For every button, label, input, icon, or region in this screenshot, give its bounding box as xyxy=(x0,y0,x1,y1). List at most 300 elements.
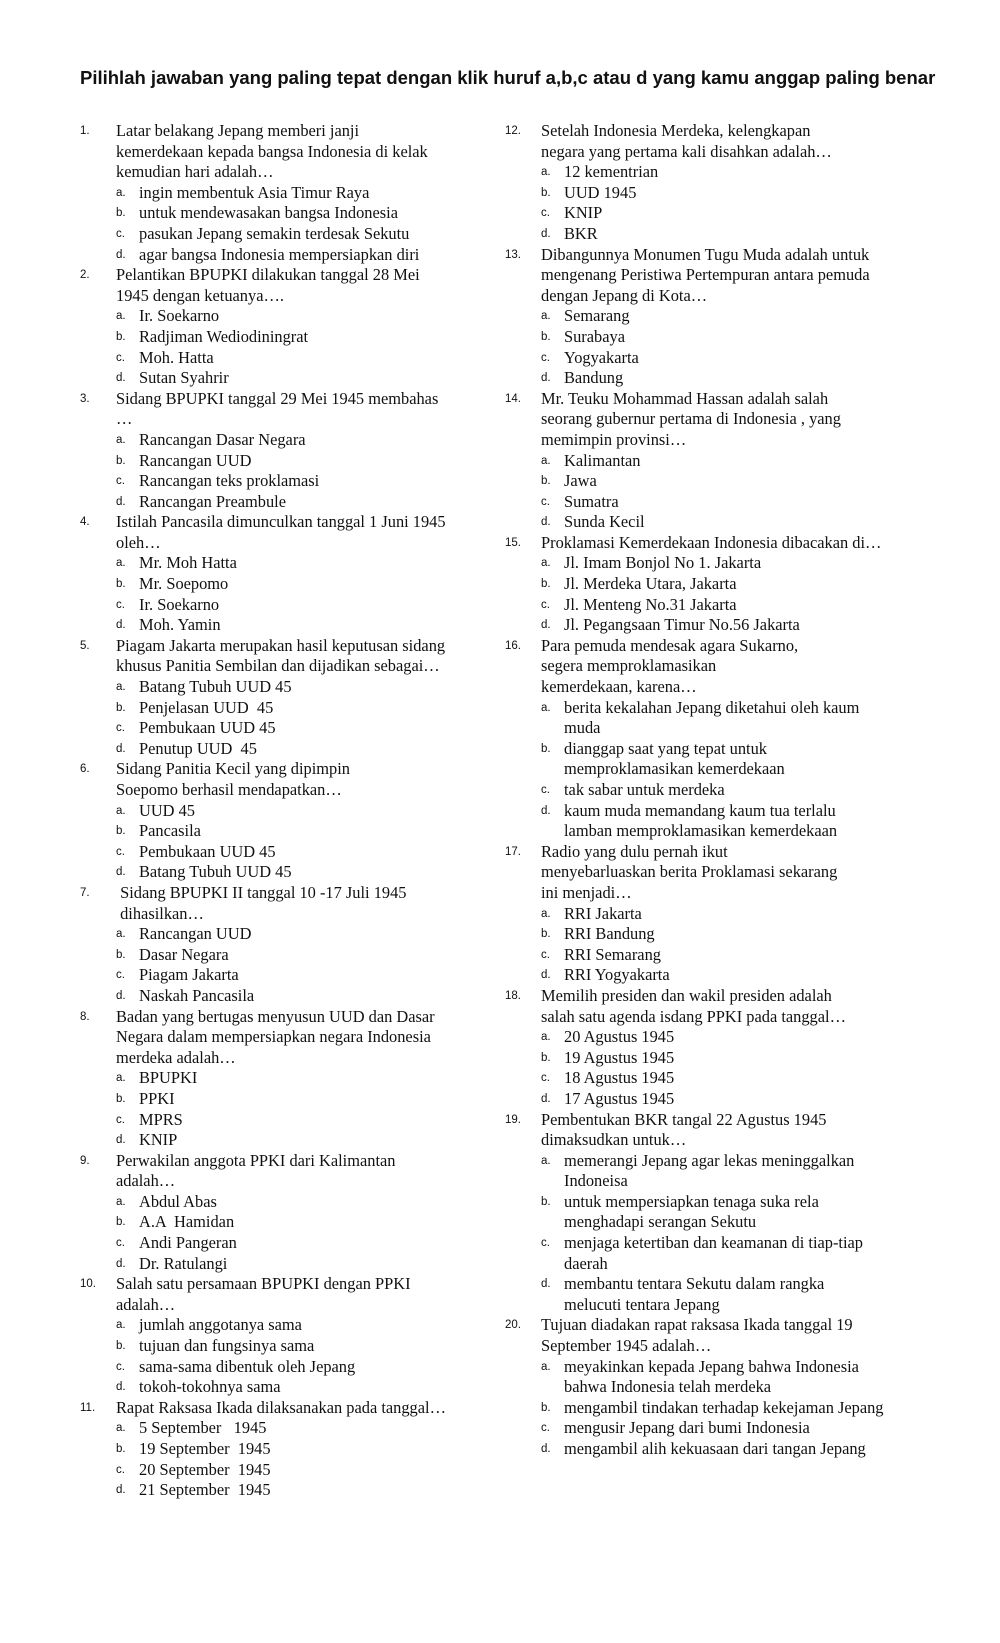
question-number: 13. xyxy=(505,248,521,261)
question-text: Piagam Jakarta merupakan hasil keputusan sidang khusus Panitia Sembilan dan dijadikan sebagai… xyxy=(116,635,446,676)
answer-option-text[interactable]: Pembukaan UUD 45 xyxy=(139,841,276,861)
question-text: Sidang BPUPKI tanggal 29 Mei 1945 membahas … xyxy=(116,388,439,429)
answer-option-text[interactable]: 12 kementrian xyxy=(564,162,659,182)
answer-option-text[interactable]: BKR xyxy=(564,223,598,243)
answer-option[interactable] xyxy=(116,965,490,986)
answer-option-text[interactable]: A.A Hamidan xyxy=(139,1212,235,1232)
answer-option[interactable] xyxy=(116,1068,490,1089)
answer-option-letter[interactable]: c. xyxy=(541,1237,550,1250)
answer-option-letter[interactable]: a. xyxy=(541,166,551,179)
question-text: Pembentukan BKR tangal 22 Agustus 1945 dimaksudkan untuk… xyxy=(541,1109,827,1150)
answer-option[interactable] xyxy=(116,862,490,883)
answer-option-text[interactable]: Pancasila xyxy=(139,821,201,841)
answer-option-letter[interactable]: d. xyxy=(116,495,126,508)
answer-option-text[interactable]: RRI Bandung xyxy=(564,924,655,944)
answer-option-letter[interactable]: a. xyxy=(116,681,126,694)
answer-option-text[interactable]: Sumatra xyxy=(564,491,619,511)
answer-option-text[interactable]: tak sabar untuk merdeka xyxy=(564,780,725,799)
answer-option-text[interactable]: Rancangan Dasar Negara xyxy=(139,429,306,449)
question-text: Badan yang bertugas menyusun UUD dan Dasar Negara dalam mempersiapkan negara Indonesia merdeka adalah… xyxy=(116,1006,435,1067)
answer-option-text[interactable]: Jl. Merdeka Utara, Jakarta xyxy=(564,574,737,594)
answer-option-letter[interactable]: a. xyxy=(116,804,126,817)
answer-option-text[interactable]: menjaga ketertiban dan keamanan di tiap-tiap daerah xyxy=(564,1233,864,1273)
answer-option[interactable] xyxy=(541,553,925,574)
answer-option[interactable] xyxy=(541,492,925,513)
answer-option[interactable] xyxy=(541,1192,925,1233)
answer-option-text[interactable]: mengambil tindakan terhadap kekejaman Jepang xyxy=(564,1397,884,1417)
question-text: Memilih presiden dan wakil presiden adalah salah satu agenda isdang PPKI pada tanggal… xyxy=(541,985,846,1026)
answer-option[interactable] xyxy=(116,553,490,574)
answer-option-text[interactable]: pasukan Jepang semakin terdesak Sekutu xyxy=(139,223,410,243)
answer-option[interactable] xyxy=(116,203,490,224)
answer-option-text[interactable]: tujuan dan fungsinya sama xyxy=(139,1336,315,1356)
question-item xyxy=(80,1398,490,1501)
answer-option-letter[interactable]: b. xyxy=(541,1401,551,1414)
question-text: Istilah Pancasila dimunculkan tanggal 1 Juni 1945 oleh… xyxy=(116,512,446,552)
question-number: 19. xyxy=(505,1113,521,1126)
question-text: Mr. Teuku Mohammad Hassan adalah salah seorang gubernur pertama di Indonesia , yang memimpin provinsi… xyxy=(541,388,841,449)
answer-option-letter[interactable]: b. xyxy=(116,578,126,591)
question-number: 15. xyxy=(505,536,521,549)
answer-option-text[interactable]: 18 Agustus 1945 xyxy=(564,1068,675,1088)
answer-option-letter[interactable]: c. xyxy=(116,598,125,611)
answer-option[interactable] xyxy=(541,203,925,224)
answer-option-letter[interactable]: a. xyxy=(541,907,551,920)
question-text: Latar belakang Jepang memberi janji kemerdekaan kepada bangsa Indonesia di kelak kemudian hari adalah… xyxy=(116,121,428,182)
question-number: 17. xyxy=(505,845,521,858)
question-text: Dibangunnya Monumen Tugu Muda adalah untuk mengenang Peristiwa Pertempuran antara pemuda dengan Jepang di Kota… xyxy=(541,244,870,305)
question-item xyxy=(505,986,925,1110)
answer-option[interactable] xyxy=(116,348,490,369)
answer-option[interactable] xyxy=(541,595,925,616)
answer-option[interactable] xyxy=(116,430,490,451)
answer-option-letter[interactable]: a. xyxy=(541,310,551,323)
answer-option-text[interactable]: Sunda Kecil xyxy=(564,512,645,532)
answer-option-letter[interactable]: c. xyxy=(541,351,550,364)
answer-option-text[interactable]: memerangi Jepang agar lekas meninggalkan Indoneisa xyxy=(564,1150,855,1191)
answer-option-letter[interactable]: b. xyxy=(116,825,126,838)
answer-option[interactable] xyxy=(116,245,490,266)
answer-option-letter[interactable]: a. xyxy=(116,310,126,323)
answer-option-text[interactable]: Radjiman Wediodiningrat xyxy=(139,326,309,346)
answer-option-text[interactable]: MPRS xyxy=(139,1109,183,1129)
answer-option-letter[interactable]: d. xyxy=(541,1092,551,1105)
answer-option-text[interactable]: Rancangan UUD xyxy=(139,924,252,944)
answer-option[interactable] xyxy=(116,821,490,842)
question-number: 6. xyxy=(80,763,90,776)
answer-option-letter[interactable]: b. xyxy=(541,475,551,488)
answer-option-text[interactable]: UUD 1945 xyxy=(564,182,637,202)
answer-option-text[interactable]: kaum muda memandang kaum tua terlalu lamban memproklamasikan kemerdekaan xyxy=(564,800,838,841)
answer-option[interactable] xyxy=(116,842,490,863)
answer-option[interactable] xyxy=(541,965,925,986)
answer-option-text[interactable]: Jl. Menteng No.31 Jakarta xyxy=(564,594,737,614)
answer-option-letter[interactable]: a. xyxy=(541,1031,551,1044)
answer-option-letter[interactable]: c. xyxy=(116,475,125,488)
answer-option-letter[interactable]: d. xyxy=(541,1278,551,1291)
answer-option-text[interactable]: untuk mendewasakan bangsa Indonesia xyxy=(139,203,398,223)
question-item xyxy=(80,1274,490,1398)
answer-option[interactable] xyxy=(541,924,925,945)
question-number: 18. xyxy=(505,989,521,1002)
question-number: 3. xyxy=(80,392,90,405)
answer-option-letter[interactable]: b. xyxy=(541,1051,551,1064)
question-number: 2. xyxy=(80,269,90,282)
answer-option[interactable] xyxy=(541,183,925,204)
question-column-right xyxy=(505,121,925,1460)
answer-option-text[interactable]: Penjelasan UUD 45 xyxy=(139,697,274,717)
answer-option-letter[interactable]: b. xyxy=(116,454,126,467)
question-text: Tujuan diadakan rapat raksasa Ikada tanggal 19 September 1945 adalah… xyxy=(541,1315,853,1356)
answer-option[interactable] xyxy=(116,1089,490,1110)
answer-option[interactable] xyxy=(116,1212,490,1233)
answer-option-letter[interactable]: b. xyxy=(116,1443,126,1455)
question-item xyxy=(80,389,490,513)
answer-option-text[interactable]: UUD 45 xyxy=(139,800,195,820)
question-text: Sidang BPUPKI II tanggal 10 -17 Juli 1945 dihasilkan… xyxy=(120,882,407,923)
answer-option[interactable] xyxy=(541,162,925,183)
answer-option-text[interactable]: Andi Pangeran xyxy=(139,1233,237,1253)
answer-option[interactable] xyxy=(541,1027,925,1048)
answer-option-letter[interactable]: b. xyxy=(116,330,126,343)
question-item xyxy=(505,245,925,389)
question-number: 7. xyxy=(80,886,90,899)
answer-option-text[interactable]: 20 Agustus 1945 xyxy=(564,1027,675,1047)
answer-option[interactable] xyxy=(116,451,490,472)
answer-option-text[interactable]: Jl. Pegangsaan Timur No.56 Jakarta xyxy=(564,615,800,635)
answer-option-letter[interactable]: a. xyxy=(116,433,126,446)
answer-option-text[interactable]: dianggap saat yang tepat untuk memproklamasikan kemerdekaan xyxy=(564,738,785,779)
answer-option[interactable] xyxy=(541,471,925,492)
answer-option-text[interactable]: Penutup UUD 45 xyxy=(139,738,257,758)
question-number: 9. xyxy=(80,1154,90,1167)
answer-option-letter[interactable]: c. xyxy=(116,351,125,364)
answer-option-text[interactable]: Batang Tubuh UUD 45 xyxy=(139,862,292,882)
answer-option-letter[interactable]: d. xyxy=(116,989,126,1002)
answer-option-text[interactable]: Rancangan UUD xyxy=(139,450,252,470)
answer-option-letter[interactable]: a. xyxy=(541,1360,551,1373)
answer-option-letter[interactable]: b. xyxy=(541,1195,551,1208)
answer-option-letter[interactable]: b. xyxy=(541,928,551,941)
answer-option[interactable] xyxy=(541,801,925,842)
answer-option[interactable] xyxy=(116,1192,490,1213)
answer-option[interactable] xyxy=(116,1418,490,1439)
answer-option[interactable] xyxy=(541,945,925,966)
answer-option-text[interactable]: mengambil alih kekuasaan dari tangan Jepang xyxy=(564,1439,866,1458)
answer-option[interactable] xyxy=(116,574,490,595)
answer-option-letter[interactable]: d. xyxy=(116,1134,126,1147)
answer-option[interactable] xyxy=(116,698,490,719)
answer-option[interactable] xyxy=(116,718,490,739)
question-number: 20. xyxy=(505,1319,521,1332)
answer-option-letter[interactable]: b. xyxy=(116,207,126,220)
answer-option[interactable] xyxy=(541,348,925,369)
question-item xyxy=(505,1315,925,1459)
question-text: Setelah Indonesia Merdeka, kelengkapan negara yang pertama kali disahkan adalah… xyxy=(541,121,832,161)
question-item xyxy=(505,389,925,533)
answer-option-letter[interactable]: d. xyxy=(116,742,126,755)
answer-option[interactable] xyxy=(541,327,925,348)
answer-option-text[interactable]: Pembukaan UUD 45 xyxy=(139,718,276,738)
answer-option-text[interactable]: RRI Semarang xyxy=(564,944,661,964)
answer-option-text[interactable]: membantu tentara Sekutu dalam rangka melucuti tentara Jepang xyxy=(564,1274,825,1314)
answer-option[interactable] xyxy=(541,1151,925,1192)
answer-option[interactable] xyxy=(116,1233,490,1254)
answer-option-letter[interactable]: c. xyxy=(116,969,125,982)
answer-option-text[interactable]: 20 September 1945 xyxy=(139,1459,271,1479)
answer-option-letter[interactable]: a. xyxy=(116,1072,126,1085)
page-title: Pilihlah jawaban yang paling tepat dengan klik huruf a,b,c atau d yang kamu anggap paling benar xyxy=(80,67,936,88)
answer-option-text[interactable]: Abdul Abas xyxy=(139,1191,217,1211)
answer-option-letter[interactable]: d. xyxy=(541,619,551,632)
answer-option-text[interactable]: Moh. Yamin xyxy=(139,615,221,635)
answer-option-letter[interactable]: c. xyxy=(116,1113,125,1126)
answer-option-letter[interactable]: a. xyxy=(116,1319,126,1332)
answer-option[interactable] xyxy=(541,1357,925,1398)
answer-option[interactable] xyxy=(116,1315,490,1336)
answer-option-letter[interactable]: d. xyxy=(541,969,551,982)
question-text: Para pemuda mendesak agara Sukarno, segera memproklamasikan kemerdekaan, karena… xyxy=(541,635,799,697)
answer-option-letter[interactable]: c. xyxy=(541,207,550,220)
question-item xyxy=(80,759,490,883)
answer-option-letter[interactable]: c. xyxy=(116,845,125,858)
answer-option-letter[interactable]: a. xyxy=(541,1154,551,1167)
answer-option[interactable] xyxy=(541,739,925,780)
answer-option-text[interactable]: Rancangan Preambule xyxy=(139,491,287,511)
answer-option-text[interactable]: Batang Tubuh UUD 45 xyxy=(139,677,292,697)
answer-option[interactable] xyxy=(116,224,490,245)
answer-option-letter[interactable]: a. xyxy=(116,1195,126,1208)
answer-option-letter[interactable]: b. xyxy=(116,948,126,961)
answer-option[interactable] xyxy=(541,224,925,245)
answer-option-text[interactable]: 19 September 1945 xyxy=(139,1439,271,1458)
answer-option[interactable] xyxy=(541,512,925,533)
question-item xyxy=(505,533,925,636)
answer-option[interactable] xyxy=(541,451,925,472)
answer-option[interactable] xyxy=(541,1048,925,1069)
answer-option-letter[interactable]: d. xyxy=(541,1443,551,1455)
answer-option-letter[interactable]: d. xyxy=(116,866,126,879)
question-number: 5. xyxy=(80,639,90,652)
answer-option-text[interactable]: ingin membentuk Asia Timur Raya xyxy=(139,182,370,202)
question-item xyxy=(80,121,490,265)
answer-option[interactable] xyxy=(541,1089,925,1110)
question-text: Salah satu persamaan BPUPKI dengan PPKI adalah… xyxy=(116,1274,411,1314)
answer-option[interactable] xyxy=(116,1377,490,1398)
answer-option[interactable] xyxy=(541,1068,925,1089)
answer-option-letter[interactable]: a. xyxy=(541,701,551,714)
answer-option[interactable] xyxy=(541,1439,925,1460)
answer-option-text[interactable]: jumlah anggotanya sama xyxy=(139,1315,302,1335)
answer-option-text[interactable]: Rancangan teks proklamasi xyxy=(139,471,320,491)
answer-option-letter[interactable]: d. xyxy=(116,1484,126,1497)
answer-option[interactable] xyxy=(116,471,490,492)
answer-option[interactable] xyxy=(116,1110,490,1131)
answer-option[interactable] xyxy=(116,1336,490,1357)
answer-option-letter[interactable]: d. xyxy=(541,516,551,529)
question-number: 4. xyxy=(80,516,90,529)
answer-option[interactable] xyxy=(541,1274,925,1315)
answer-option-letter[interactable]: a. xyxy=(116,186,126,199)
answer-option-letter[interactable]: b. xyxy=(541,742,551,755)
answer-option[interactable] xyxy=(541,368,925,389)
answer-option-text[interactable]: RRI Yogyakarta xyxy=(564,965,670,985)
answer-option-text[interactable]: tokoh-tokohnya sama xyxy=(139,1377,281,1397)
answer-option-text[interactable]: meyakinkan kepada Jepang bahwa Indonesia bahwa Indonesia telah merdeka xyxy=(564,1356,859,1397)
answer-option-text[interactable]: KNIP xyxy=(564,203,603,223)
answer-option-letter[interactable]: c. xyxy=(116,722,125,735)
question-text: Rapat Raksasa Ikada dilaksanakan pada tanggal… xyxy=(116,1397,446,1417)
answer-option-letter[interactable]: d. xyxy=(116,619,126,632)
answer-option-text[interactable]: Mr. Moh Hatta xyxy=(139,553,237,573)
answer-option-text[interactable]: Mr. Soepomo xyxy=(139,574,229,594)
answer-option-text[interactable]: Moh. Hatta xyxy=(139,347,214,367)
answer-option[interactable] xyxy=(116,1439,490,1460)
answer-option-text[interactable]: Ir. Soekarno xyxy=(139,594,220,614)
answer-option-text[interactable]: Naskah Pancasila xyxy=(139,985,255,1005)
question-number: 11. xyxy=(80,1401,96,1414)
answer-option-text[interactable]: Dasar Negara xyxy=(139,944,229,964)
answer-option-text[interactable]: Piagam Jakarta xyxy=(139,965,239,985)
answer-option[interactable] xyxy=(116,924,490,945)
answer-option-text[interactable]: Ir. Soekarno xyxy=(139,306,220,326)
answer-option[interactable] xyxy=(541,1398,925,1419)
question-number: 1. xyxy=(80,125,90,137)
question-item xyxy=(80,1151,490,1275)
answer-option-text[interactable]: RRI Jakarta xyxy=(564,903,642,923)
answer-option-text[interactable]: sama-sama dibentuk oleh Jepang xyxy=(139,1356,356,1376)
question-item xyxy=(80,1007,490,1151)
answer-option[interactable] xyxy=(541,306,925,327)
answer-option-letter[interactable]: b. xyxy=(541,186,551,199)
answer-option-text[interactable]: berita kekalahan Jepang diketahui oleh kaum muda xyxy=(564,697,860,738)
answer-option[interactable] xyxy=(116,183,490,204)
answer-option-letter[interactable]: d. xyxy=(116,1257,126,1270)
answer-option-letter[interactable]: d. xyxy=(116,1381,126,1394)
answer-option[interactable] xyxy=(116,1480,490,1501)
answer-option-letter[interactable]: c. xyxy=(541,495,550,508)
answer-option[interactable] xyxy=(541,615,925,636)
question-item xyxy=(505,636,925,842)
answer-option-letter[interactable]: b. xyxy=(116,1340,126,1353)
answer-option-letter[interactable]: d. xyxy=(541,372,551,385)
answer-option-letter[interactable]: d. xyxy=(116,372,126,385)
answer-option[interactable] xyxy=(541,1233,925,1274)
question-column-left xyxy=(80,121,490,1501)
answer-option-text[interactable]: Yogyakarta xyxy=(564,347,639,367)
question-number: 14. xyxy=(505,392,521,405)
answer-option[interactable] xyxy=(116,1357,490,1378)
answer-option[interactable] xyxy=(116,327,490,348)
answer-option[interactable] xyxy=(116,368,490,389)
answer-option-letter[interactable]: b. xyxy=(541,578,551,591)
answer-option[interactable] xyxy=(541,698,925,739)
answer-option-text[interactable]: 19 Agustus 1945 xyxy=(564,1047,675,1067)
answer-option-letter[interactable]: d. xyxy=(541,804,551,817)
answer-option-letter[interactable]: c. xyxy=(116,227,125,240)
answer-option[interactable] xyxy=(116,615,490,636)
answer-option-text[interactable]: Jl. Imam Bonjol No 1. Jakarta xyxy=(564,553,762,573)
answer-option[interactable] xyxy=(116,801,490,822)
answer-option[interactable] xyxy=(541,1418,925,1439)
answer-option[interactable] xyxy=(116,1130,490,1151)
answer-option[interactable] xyxy=(541,904,925,925)
answer-option[interactable] xyxy=(116,1254,490,1275)
answer-option-letter[interactable]: b. xyxy=(541,330,551,343)
answer-option-text[interactable]: agar bangsa Indonesia mempersiapkan diri xyxy=(139,244,420,264)
answer-option-letter[interactable]: a. xyxy=(116,1422,126,1435)
answer-option-letter[interactable]: c. xyxy=(541,784,550,796)
answer-option[interactable] xyxy=(116,1460,490,1481)
answer-option[interactable] xyxy=(116,306,490,327)
answer-option[interactable] xyxy=(116,986,490,1007)
answer-option-letter[interactable]: a. xyxy=(541,454,551,467)
question-number: 8. xyxy=(80,1010,90,1023)
answer-option-letter[interactable]: c. xyxy=(116,1360,125,1373)
answer-option[interactable] xyxy=(541,574,925,595)
answer-option-letter[interactable]: d. xyxy=(116,248,126,261)
answer-option[interactable] xyxy=(116,595,490,616)
question-number: 10. xyxy=(80,1278,96,1291)
question-item xyxy=(80,512,490,636)
answer-option-text[interactable]: Bandung xyxy=(564,368,624,388)
answer-option-letter[interactable]: c. xyxy=(116,1237,125,1250)
answer-option-letter[interactable]: c. xyxy=(541,1422,550,1435)
answer-option-text[interactable]: 5 September 1945 xyxy=(139,1418,267,1438)
answer-option-text[interactable]: 17 Agustus 1945 xyxy=(564,1088,675,1108)
answer-option-text[interactable]: Kalimantan xyxy=(564,450,641,470)
answer-option[interactable] xyxy=(116,492,490,513)
question-item xyxy=(505,121,925,245)
question-number: 16. xyxy=(505,639,521,652)
answer-option-letter[interactable]: b. xyxy=(116,1216,126,1229)
answer-option-letter[interactable]: a. xyxy=(541,557,551,570)
answer-option-text[interactable]: untuk mempersiapkan tenaga suka rela menghadapi serangan Sekutu xyxy=(564,1191,819,1232)
question-text: Proklamasi Kemerdekaan Indonesia dibacakan di… xyxy=(541,532,882,552)
answer-option-text[interactable]: PPKI xyxy=(139,1088,175,1108)
answer-option-letter[interactable]: b. xyxy=(116,1092,126,1105)
answer-option-text[interactable]: 21 September 1945 xyxy=(139,1480,271,1500)
answer-option-letter[interactable]: d. xyxy=(541,227,551,240)
question-item xyxy=(80,265,490,389)
answer-option-letter[interactable]: c. xyxy=(541,1072,550,1085)
answer-option-text[interactable]: mengusir Jepang dari bumi Indonesia xyxy=(564,1418,810,1438)
answer-option-text[interactable]: Jawa xyxy=(564,471,597,491)
question-text: Radio yang dulu pernah ikut menyebarluaskan berita Proklamasi sekarang ini menjadi… xyxy=(541,841,838,902)
question-text: Pelantikan BPUPKI dilakukan tanggal 28 Mei 1945 dengan ketuanya…. xyxy=(116,265,420,305)
answer-option-letter[interactable]: c. xyxy=(541,948,550,961)
answer-option-text[interactable]: KNIP xyxy=(139,1130,178,1150)
answer-option[interactable] xyxy=(116,677,490,698)
answer-option-text[interactable]: Dr. Ratulangi xyxy=(139,1253,228,1273)
answer-option[interactable] xyxy=(541,780,925,801)
answer-option-text[interactable]: Semarang xyxy=(564,306,630,326)
answer-option-text[interactable]: BPUPKI xyxy=(139,1068,198,1088)
question-item xyxy=(80,883,490,1007)
answer-option-text[interactable]: Sutan Syahrir xyxy=(139,368,229,388)
question-text: Perwakilan anggota PPKI dari Kalimantan adalah… xyxy=(116,1150,396,1191)
question-item xyxy=(505,1110,925,1316)
answer-option-letter[interactable]: c. xyxy=(116,1463,125,1476)
question-text: Sidang Panitia Kecil yang dipimpin Soepomo berhasil mendapatkan… xyxy=(116,759,350,799)
answer-option[interactable] xyxy=(116,739,490,760)
answer-option-letter[interactable]: c. xyxy=(541,598,550,611)
answer-option-letter[interactable]: a. xyxy=(116,928,126,941)
answer-option[interactable] xyxy=(116,945,490,966)
answer-option-letter[interactable]: a. xyxy=(116,557,126,570)
answer-option-letter[interactable]: b. xyxy=(116,701,126,714)
answer-option-text[interactable]: Surabaya xyxy=(564,326,625,346)
